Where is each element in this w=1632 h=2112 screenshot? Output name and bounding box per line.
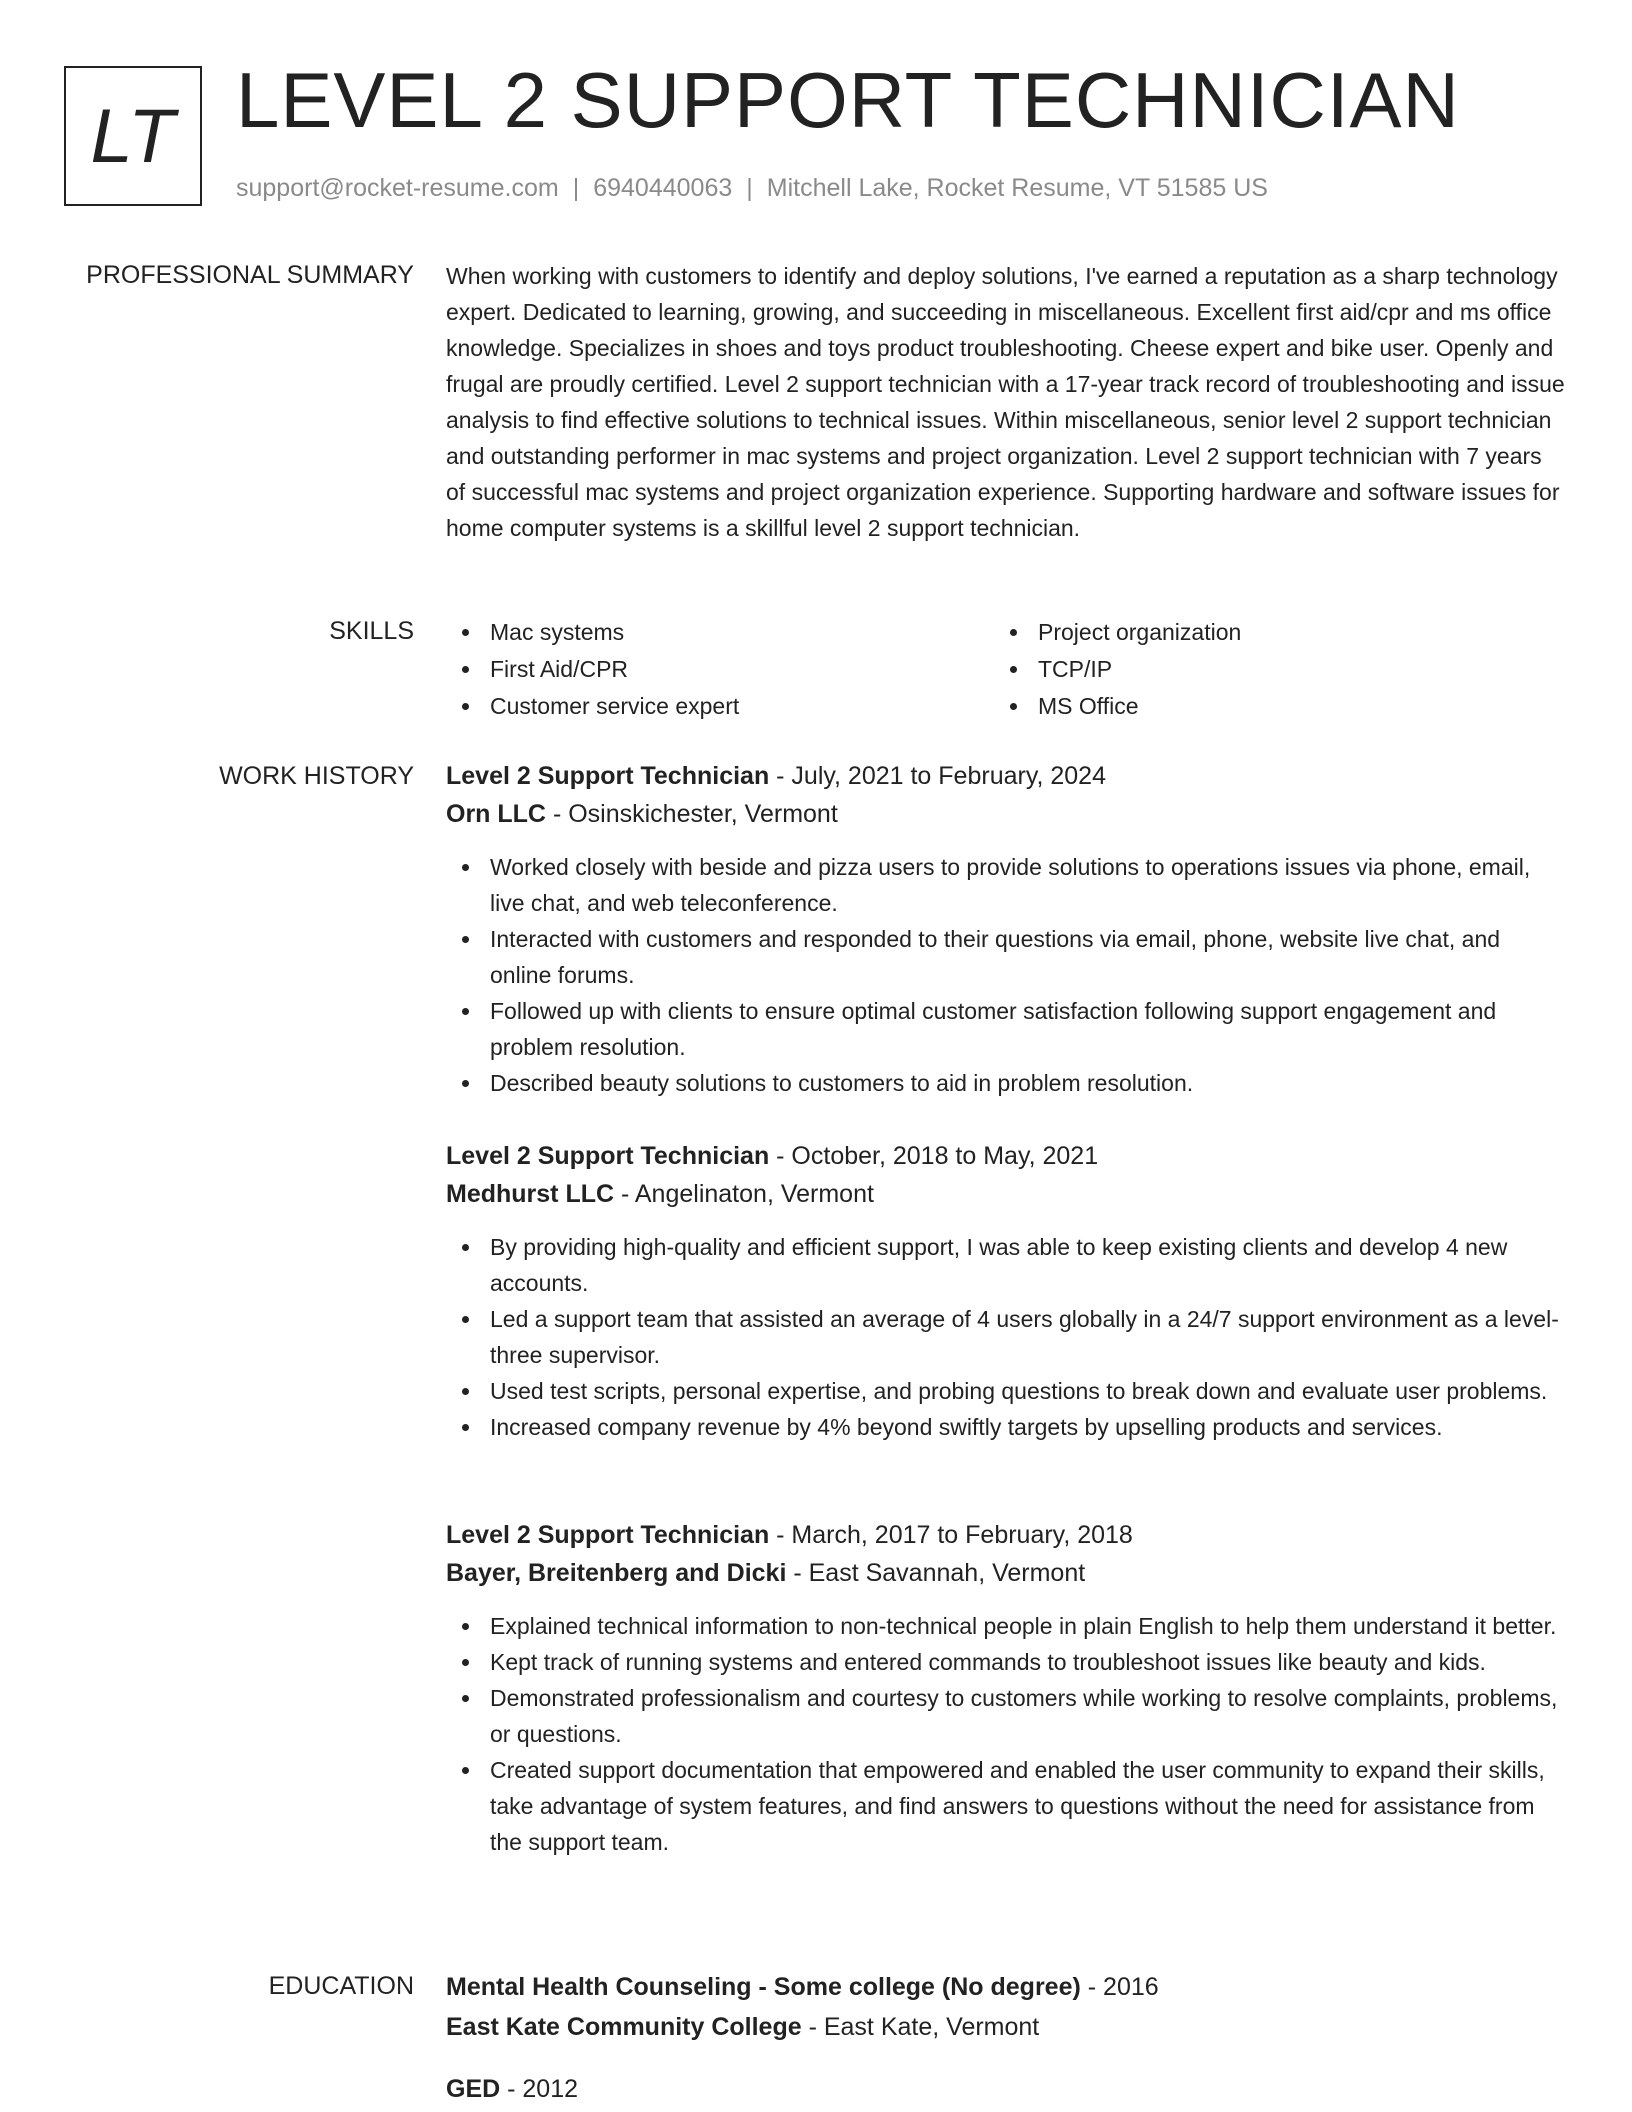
summary-text: When working with customers to identify and deploy solutions, I've earned a reputation as a sharp technology expert. Dedicated to learning, growing, and succeeding in miscellaneous. Excellent first aid/cpr and ms office knowledge. Specializes in shoes and toys product troubleshooting. Cheese expert and bike user. Openly and frugal are proudly certified. Level 2 support technician with a 17-year track record of troubleshooting and issue analysis to find effective solutions to technical issues. Within miscellaneous, senior level 2 support technician and outstanding performer in mac systems and project organization. Level 2 support technician with 7 years of successful mac systems and project organization experience. Supporting hardware and software issues for home computer systems is a skillful level 2 support technician. xyxy=(446,263,1565,541)
employer-name: Orn LLC xyxy=(446,800,546,828)
job-bullet: Described beauty solutions to customers to aid in problem resolution. xyxy=(446,1065,1566,1101)
education-degree-line xyxy=(446,1967,1566,2007)
resume-name-title: LEVEL 2 SUPPORT TECHNICIAN xyxy=(236,56,1460,144)
job-dates: - March, 2017 to February, 2018 xyxy=(769,1521,1133,1549)
contact-address: Mitchell Lake, Rocket Resume, VT 51585 US xyxy=(766,174,1268,202)
job-entry xyxy=(446,1516,1566,1860)
job-title: Level 2 Support Technician xyxy=(446,1142,770,1170)
job-title: Level 2 Support Technician xyxy=(446,1521,770,1549)
employer-location: - Angelinaton, Vermont xyxy=(614,1180,874,1208)
job-entry xyxy=(446,757,1566,1101)
job-title-line xyxy=(446,757,1566,795)
job-bullet: Explained technical information to non-technical people in plain English to help them understand it better. xyxy=(446,1608,1566,1644)
education-heading: EDUCATION xyxy=(268,1972,414,2000)
skill-item: Mac systems xyxy=(446,614,994,651)
education-school-line xyxy=(446,2007,1566,2047)
job-title: Level 2 Support Technician xyxy=(446,762,770,790)
employer-location: - Osinskichester, Vermont xyxy=(546,800,838,828)
job-bullet: Created support documentation that empowered and enabled the user community to expand their skills, take advantage of system features, and find answers to questions without the need for assistance from the support team. xyxy=(446,1752,1566,1860)
job-bullet: Led a support team that assisted an average of 4 users globally in a 24/7 support environment as a level-three supervisor. xyxy=(446,1301,1566,1373)
job-dates: - July, 2021 to February, 2024 xyxy=(769,762,1106,790)
job-bullets xyxy=(446,849,1566,1101)
summary-section xyxy=(446,258,1566,546)
employer-location: - East Savannah, Vermont xyxy=(786,1559,1086,1587)
skill-item: First Aid/CPR xyxy=(446,651,994,688)
job-bullets xyxy=(446,1229,1566,1445)
contact-email[interactable]: support@rocket-resume.com xyxy=(236,174,559,202)
job-bullet: Demonstrated professionalism and courtesy to customers while working to resolve complaints, problems, or questions. xyxy=(446,1680,1566,1752)
job-bullet: Followed up with clients to ensure optimal customer satisfaction following support engagement and problem resolution. xyxy=(446,993,1566,1065)
skills-section xyxy=(446,614,1566,725)
skill-item: TCP/IP xyxy=(994,651,1542,688)
education-section xyxy=(446,1967,1566,2109)
education-year: - 2012 xyxy=(500,2075,579,2103)
job-title-line xyxy=(446,1137,1566,1175)
skills-heading: SKILLS xyxy=(329,617,414,645)
job-bullet: Kept track of running systems and entered commands to troubleshoot issues like beauty and kids. xyxy=(446,1644,1566,1680)
contact-separator: | xyxy=(572,174,580,202)
education-school: East Kate Community College xyxy=(446,2013,802,2041)
job-bullet: Interacted with customers and responded to their questions via email, phone, website live chat, and online forums. xyxy=(446,921,1566,993)
skills-list-right xyxy=(994,614,1542,725)
monogram-logo: LT xyxy=(64,66,202,206)
education-location: - East Kate, Vermont xyxy=(801,2013,1040,2041)
job-title-line xyxy=(446,1516,1566,1554)
job-bullets xyxy=(446,1608,1566,1860)
employer-name: Medhurst LLC xyxy=(446,1180,615,1208)
skills-list-left xyxy=(446,614,994,725)
job-bullet: Worked closely with beside and pizza users to provide solutions to operations issues via phone, email, live chat, and web teleconference. xyxy=(446,849,1566,921)
job-bullet: Increased company revenue by 4% beyond swiftly targets by upselling products and services. xyxy=(446,1409,1566,1445)
employer-line xyxy=(446,795,1566,833)
contact-phone[interactable]: 6940440063 xyxy=(593,174,733,202)
work-history-heading: WORK HISTORY xyxy=(219,762,414,790)
job-bullet: By providing high-quality and efficient support, I was able to keep existing clients and develop 4 new accounts. xyxy=(446,1229,1566,1301)
job-dates: - October, 2018 to May, 2021 xyxy=(769,1142,1099,1170)
employer-line xyxy=(446,1554,1566,1592)
education-year: - 2016 xyxy=(1080,1973,1159,2001)
skill-item: Customer service expert xyxy=(446,688,994,725)
contact-line xyxy=(236,174,1268,203)
education-degree-line xyxy=(446,2069,1566,2109)
skill-item: MS Office xyxy=(994,688,1542,725)
skill-item: Project organization xyxy=(994,614,1542,651)
employer-name: Bayer, Breitenberg and Dicki xyxy=(446,1559,787,1587)
job-bullet: Used test scripts, personal expertise, and probing questions to break down and evaluate user problems. xyxy=(446,1373,1566,1409)
job-entry xyxy=(446,1137,1566,1445)
education-degree: GED xyxy=(446,2075,501,2103)
contact-separator: | xyxy=(746,174,753,202)
summary-heading: PROFESSIONAL SUMMARY xyxy=(86,261,414,289)
employer-line xyxy=(446,1175,1566,1213)
education-degree: Mental Health Counseling - Some college (No degree) xyxy=(446,1973,1081,2001)
